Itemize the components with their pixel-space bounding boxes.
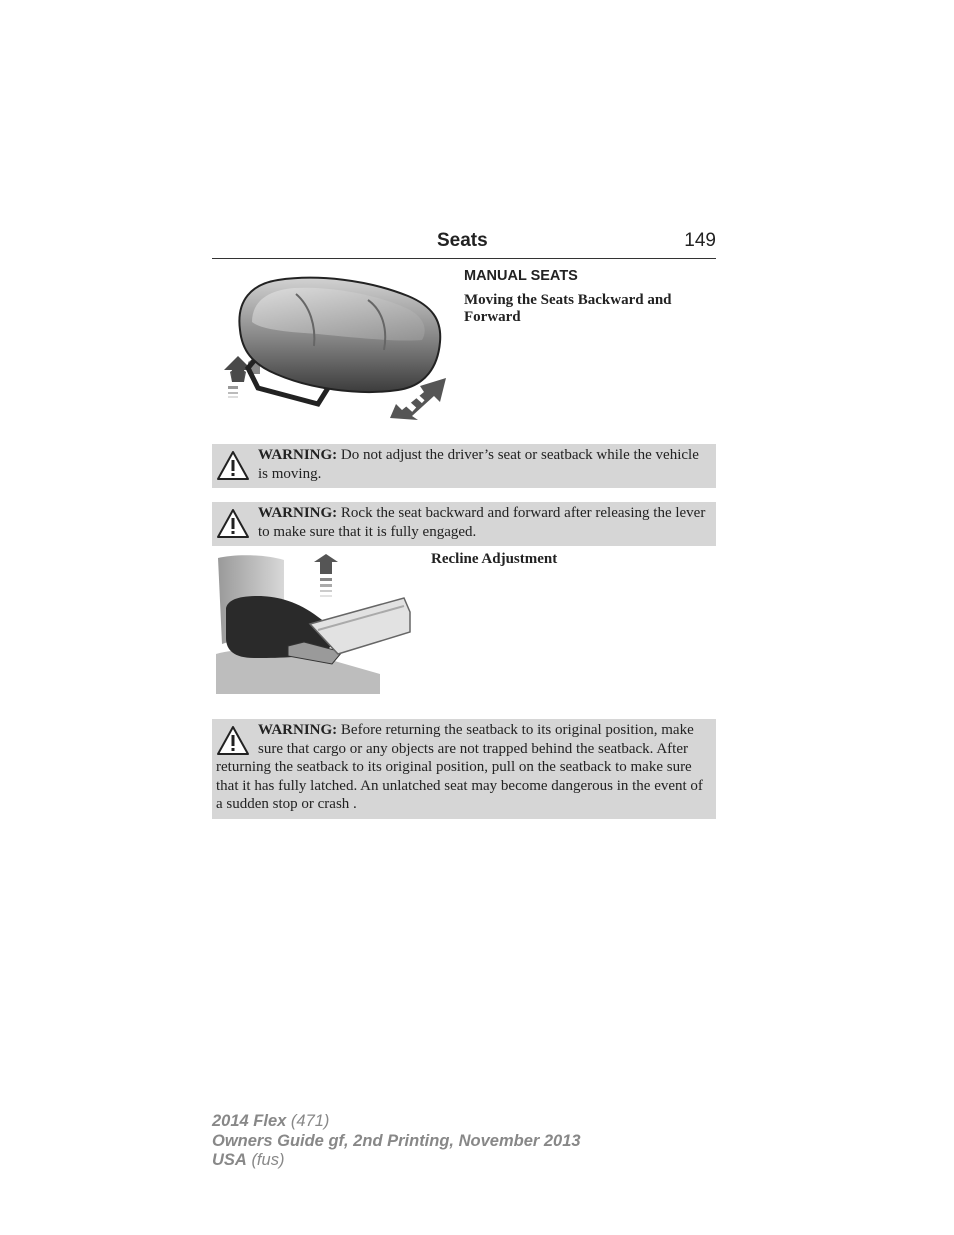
footer-model: 2014 Flex xyxy=(212,1112,287,1130)
warning-label: WARNING: xyxy=(258,722,338,738)
warning-box xyxy=(212,719,716,819)
footer-printing: Owners Guide gf, 2nd Printing, November 2013 xyxy=(212,1131,581,1150)
subsection-title: Moving the Seats Backward and Forward xyxy=(464,292,672,325)
warning-box xyxy=(212,444,716,488)
section-title: MANUAL SEATS xyxy=(464,268,578,284)
footer-code: (471) xyxy=(290,1112,330,1130)
footer-line xyxy=(212,1132,581,1152)
footer-market-code: (fus) xyxy=(251,1151,285,1169)
warning-triangle-icon xyxy=(216,724,250,758)
footer-line xyxy=(212,1151,581,1171)
warning-triangle-icon xyxy=(216,507,250,541)
footer-market: USA xyxy=(212,1151,247,1169)
warning-label: WARNING: xyxy=(258,505,338,521)
recline-lever-illustration xyxy=(214,554,414,696)
warning-box xyxy=(212,502,716,546)
warning-text: Before returning the seatback to its original position, make sure that cargo or any objects are not trapped behind the seatback. After returning the seatback to its original position, pull on the seatback to make sure that it has fully latched. An unlatched seat may become dangerous in the event of a sudden stop or crash . xyxy=(216,722,703,812)
warning-triangle-icon xyxy=(216,449,250,483)
warning-text: Do not adjust the driver’s seat or seatback while the vehicle is moving. xyxy=(258,447,699,482)
warning-label: WARNING: xyxy=(258,447,338,463)
page-number: 149 xyxy=(684,230,716,251)
subsection-title: Recline Adjustment xyxy=(431,551,558,567)
page-title: Seats xyxy=(437,230,488,251)
seat-cushion-illustration xyxy=(218,270,454,430)
page-footer xyxy=(212,1112,581,1171)
warning-text: Rock the seat backward and forward after releasing the lever to make sure that it is fully engaged. xyxy=(258,505,706,540)
footer-line xyxy=(212,1112,581,1132)
page-header xyxy=(212,230,716,259)
